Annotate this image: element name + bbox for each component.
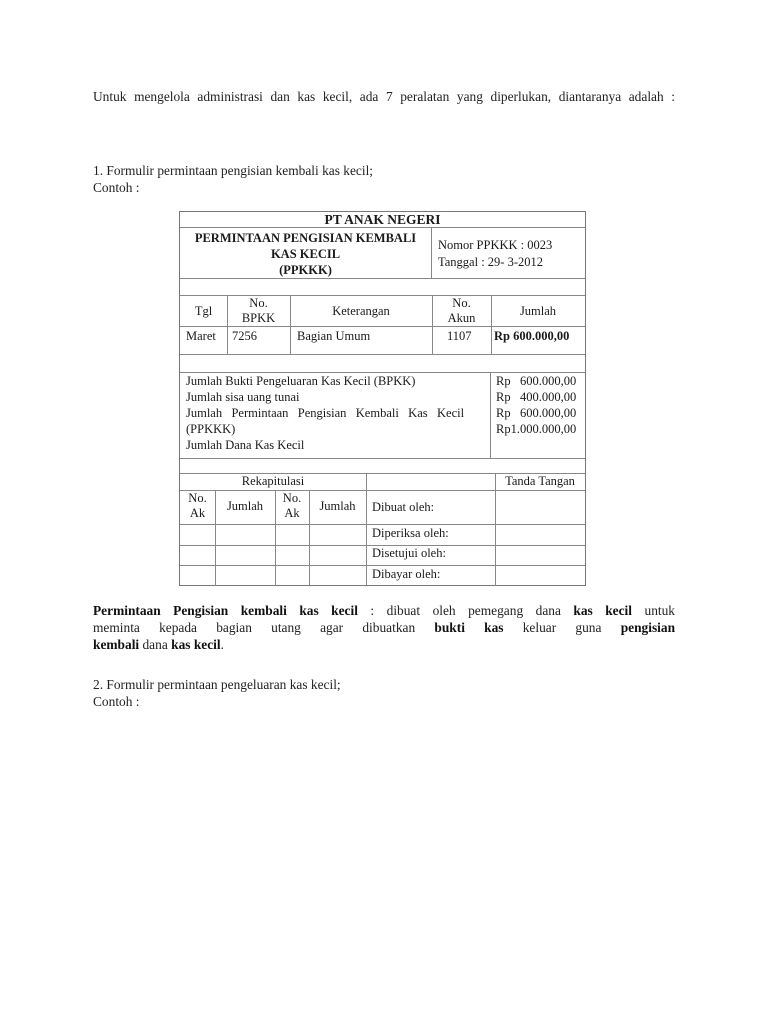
summary-value-2: Rp 400.000,00 bbox=[496, 390, 577, 404]
signer-dibuat: Dibuat oleh: bbox=[372, 500, 435, 514]
form-number: Nomor PPKKK : 0023 bbox=[438, 238, 553, 252]
signer-dibayar: Dibayar oleh: bbox=[372, 567, 441, 581]
row-keterangan: Bagian Umum bbox=[297, 329, 371, 343]
header-jumlah: Jumlah bbox=[519, 304, 557, 318]
term-ppkk: Permintaan Pengisian kembali kas kecil bbox=[93, 603, 358, 618]
summary-value-1: Rp 600.000,00 bbox=[496, 374, 577, 388]
signer-disetujui: Disetujui oleh: bbox=[372, 546, 446, 560]
signer-diperiksa: Diperiksa oleh: bbox=[372, 526, 449, 540]
rekap-no-ak-1-a: No. bbox=[188, 491, 207, 505]
description-text-1: : dibuat oleh pemegang dana bbox=[357, 603, 574, 618]
header-bpkk-2: BPKK bbox=[241, 311, 276, 325]
row-akun: 1107 bbox=[447, 329, 472, 343]
item1-example-label: Contoh : bbox=[93, 180, 140, 195]
header-akun-1: No. bbox=[452, 296, 471, 310]
item2 bbox=[93, 676, 675, 710]
summary-value-3: Rp 600.000,00 bbox=[496, 406, 577, 420]
summary-value-4: Rp1.000.000,00 bbox=[496, 422, 577, 436]
form-title-line2: KAS KECIL bbox=[270, 247, 341, 261]
item2-heading: 2. Formulir permintaan pengeluaran kas kecil; bbox=[93, 677, 341, 692]
form-date: Tanggal : 29- 3-2012 bbox=[438, 255, 544, 269]
form-title-line1: PERMINTAAN PENGISIAN KEMBALI bbox=[194, 231, 417, 245]
form-title-line3: (PPKKK) bbox=[279, 263, 332, 277]
description-text-4: keluar guna bbox=[503, 620, 602, 635]
intro-text: Untuk mengelola administrasi dan kas kecil, ada 7 peralatan yang diperlukan, diantaranya adalah : bbox=[93, 89, 675, 104]
item1 bbox=[93, 162, 675, 196]
description-paragraph bbox=[93, 602, 675, 653]
item2-example-label: Contoh : bbox=[93, 694, 140, 709]
summary-label-3: Jumlah Permintaan Pengisian Kembali Kas Kecil bbox=[186, 406, 465, 420]
rekap-title: Rekapitulasi bbox=[241, 474, 305, 488]
header-bpkk-1: No. bbox=[249, 296, 268, 310]
rekap-no-ak-2-b: Ak bbox=[284, 506, 300, 520]
row-bpkk: 7256 bbox=[232, 329, 257, 343]
tanda-tangan-title: Tanda Tangan bbox=[505, 474, 575, 488]
description-line-2 bbox=[93, 619, 675, 636]
term-kas-kecil-2: kas kecil bbox=[171, 637, 221, 652]
rekap-jumlah-2: Jumlah bbox=[319, 499, 356, 513]
term-pengisian: pengisian bbox=[620, 620, 676, 635]
term-kas-kecil: kas kecil bbox=[573, 603, 633, 618]
header-keterangan: Keterangan bbox=[332, 304, 390, 318]
row-tgl: Maret bbox=[186, 329, 216, 343]
ppkkk-form bbox=[179, 211, 586, 586]
item1-heading: 1. Formulir permintaan pengisian kembali kas kecil; bbox=[93, 163, 374, 178]
description-text-3: meminta kepada bagian utang agar dibuatkan bbox=[93, 620, 416, 635]
rekap-jumlah-1: Jumlah bbox=[226, 499, 264, 513]
summary-label-1: Jumlah Bukti Pengeluaran Kas Kecil (BPKK) bbox=[186, 374, 416, 388]
rekap-no-ak-2-a: No. bbox=[282, 491, 302, 505]
rekap-no-ak-1-b: Ak bbox=[189, 506, 206, 520]
description-line-3 bbox=[93, 636, 675, 653]
summary-label-4: (PPKKK) bbox=[186, 422, 236, 436]
header-tgl: Tgl bbox=[194, 304, 213, 318]
description-text-2: untuk bbox=[632, 603, 675, 618]
intro-paragraph bbox=[93, 88, 675, 105]
summary-label-2: Jumlah sisa uang tunai bbox=[186, 390, 300, 404]
header-akun-2: Akun bbox=[447, 311, 476, 325]
description-period: . bbox=[220, 637, 224, 652]
description-text-5: dana bbox=[139, 637, 172, 652]
company-name: PT ANAK NEGERI bbox=[324, 212, 441, 227]
row-jumlah: Rp 600.000,00 bbox=[494, 329, 570, 343]
description-line-1 bbox=[93, 602, 675, 619]
term-kembali: kembali bbox=[93, 637, 140, 652]
term-bukti-kas: bukti kas bbox=[434, 620, 504, 635]
summary-label-5: Jumlah Dana Kas Kecil bbox=[186, 438, 305, 452]
